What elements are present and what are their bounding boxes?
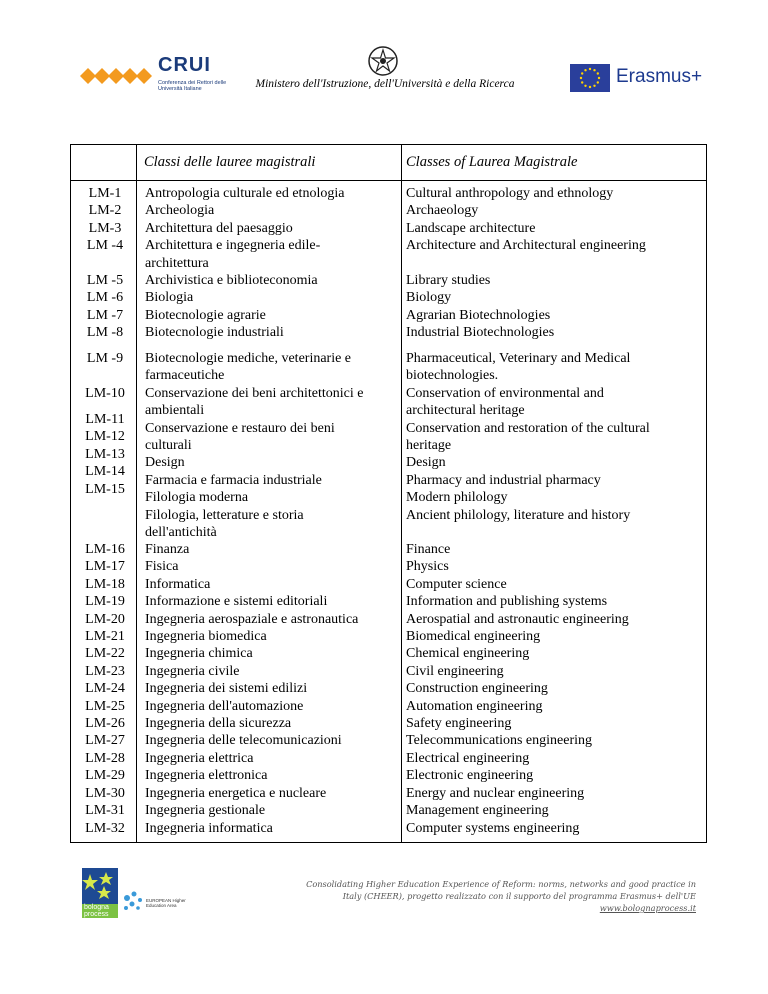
- it-cell: Biotecnologie mediche, veterinarie e: [145, 351, 352, 366]
- en-cell: Information and publishing systems: [406, 594, 608, 610]
- en-cell: Design: [406, 455, 446, 471]
- en-cell: Library studies: [406, 273, 491, 288]
- en-cell: Pharmacy and industrial pharmacy: [406, 472, 601, 488]
- footer-line-2: Italy (CHEER), progetto realizzato con il supporto del programma Erasmus+ dell'UE: [342, 891, 696, 901]
- group-1-it: [145, 185, 395, 272]
- it-cell: dell'antichità: [145, 525, 217, 541]
- crui-diamonds-icon: [80, 64, 152, 88]
- group-3-it: [145, 350, 395, 541]
- code-cell: LM-29: [85, 768, 125, 784]
- en-cell: Biology: [406, 290, 452, 306]
- it-cell: Informazione e sistemi editoriali: [145, 594, 328, 610]
- en-cell: Management engineering: [406, 803, 549, 819]
- code-cell: LM-25: [85, 698, 125, 714]
- ehea-logo-text: EUROPEAN Higher Education Area: [146, 898, 186, 908]
- it-cell: Filologia, letterature e storia: [145, 507, 304, 523]
- en-cell: Ancient philology, literature and history: [406, 507, 631, 523]
- group-3-en: [406, 350, 706, 524]
- it-cell: Ingegneria dei sistemi edilizi: [145, 681, 308, 697]
- en-cell: Safety engineering: [406, 716, 512, 732]
- it-cell: Archeologia: [145, 203, 215, 219]
- it-cell: Archivistica e biblioteconomia: [145, 273, 318, 288]
- it-cell: Conservazione e restauro dei beni: [145, 420, 335, 436]
- code-cell: LM-26: [85, 716, 125, 732]
- group-4-en: [406, 541, 706, 837]
- group-3-codes-a: [77, 350, 133, 402]
- group-4-codes: [77, 541, 133, 837]
- col-en-header: Classes of Laurea Magistrale: [406, 154, 578, 170]
- en-cell: architectural heritage: [406, 403, 525, 419]
- code-cell: LM-20: [85, 611, 125, 627]
- en-cell: Architecture and Architectural engineering: [406, 238, 646, 254]
- code-cell: LM-19: [85, 594, 125, 610]
- code-cell: LM -4: [86, 238, 124, 254]
- en-cell: Physics: [406, 559, 449, 575]
- it-cell: Architettura e ingegneria edile-: [145, 238, 321, 254]
- it-cell: Ingegneria dell'automazione: [145, 698, 304, 714]
- it-cell: Ingegneria elettronica: [145, 768, 268, 784]
- it-cell: Ingegneria gestionale: [145, 803, 266, 819]
- col-it-header: Classi delle lauree magistrali: [144, 154, 316, 170]
- en-cell: Agrarian Biotechnologies: [406, 307, 551, 323]
- code-cell: LM -9: [86, 351, 124, 366]
- it-cell: Biologia: [145, 290, 194, 306]
- code-cell: LM -5: [86, 273, 124, 288]
- footer-note: [266, 878, 696, 914]
- classes-table: [70, 144, 707, 843]
- it-cell: Farmacia e farmacia industriale: [145, 472, 322, 488]
- group-2-codes: [77, 272, 133, 342]
- it-cell: Ingegneria chimica: [145, 646, 253, 662]
- footer-link[interactable]: www.bolognaprocess.it: [599, 903, 696, 913]
- code-cell: LM-14: [85, 464, 125, 480]
- erasmus-logo: [570, 64, 703, 92]
- en-cell: Computer science: [406, 576, 507, 592]
- group-4-it: [145, 541, 395, 837]
- en-cell: Pharmaceutical, Veterinary and Medical: [406, 351, 631, 366]
- code-cell: LM-3: [88, 220, 122, 236]
- crui-logo: [80, 56, 230, 106]
- code-cell: LM-27: [85, 733, 125, 749]
- group-2-en: [406, 272, 706, 342]
- code-cell: LM-31: [85, 803, 125, 819]
- it-cell: architettura: [145, 255, 209, 271]
- en-cell: Telecommunications engineering: [406, 733, 593, 749]
- it-cell: Architettura del paesaggio: [145, 220, 293, 236]
- it-cell: Ingegneria delle telecomunicazioni: [145, 733, 342, 749]
- it-cell: Ingegneria elettrica: [145, 750, 254, 766]
- en-cell: Conservation of environmental and: [406, 385, 604, 401]
- en-cell: heritage: [406, 438, 452, 454]
- it-cell: Design: [145, 455, 185, 471]
- code-cell: LM-21: [85, 629, 125, 645]
- crui-subtitle: Conferenza dei Rettori delle Università Italiane: [158, 80, 227, 92]
- code-cell: LM-23: [85, 663, 125, 679]
- it-cell: Informatica: [145, 576, 211, 592]
- group-1-en: [406, 185, 706, 255]
- bologna-logo-text: bologna process: [84, 904, 109, 918]
- code-cell: LM-18: [85, 576, 125, 592]
- en-cell: Biomedical engineering: [406, 629, 541, 645]
- code-cell: LM-32: [85, 820, 125, 836]
- en-cell: Computer systems engineering: [406, 820, 580, 836]
- group-1-codes: [77, 185, 133, 255]
- code-cell: LM-15: [85, 481, 125, 497]
- code-cell: LM-12: [85, 429, 125, 445]
- en-cell: Conservation and restoration of the cultural: [406, 420, 650, 436]
- crui-title: CRUI: [158, 54, 211, 76]
- en-cell: Aerospatial and astronautic engineering: [406, 611, 629, 627]
- code-cell: LM-1: [88, 186, 122, 201]
- footer-line-1: Consolidating Higher Education Experience of Reform: norms, networks and good practice in: [306, 879, 696, 889]
- code-cell: LM-2: [88, 203, 122, 219]
- code-cell: LM-13: [85, 446, 125, 462]
- code-cell: LM-17: [85, 559, 125, 575]
- en-cell: Construction engineering: [406, 681, 548, 697]
- it-cell: Ingegneria biomedica: [145, 629, 267, 645]
- en-cell: Electronic engineering: [406, 768, 534, 784]
- en-cell: Archaeology: [406, 203, 479, 219]
- code-cell: LM-24: [85, 681, 125, 697]
- en-cell: Cultural anthropology and ethnology: [406, 186, 614, 201]
- it-cell: Ingegneria aerospaziale e astronautica: [145, 611, 359, 627]
- code-cell: LM-11: [85, 412, 125, 427]
- it-cell: ambientali: [145, 403, 205, 419]
- en-cell: Chemical engineering: [406, 646, 530, 662]
- it-cell: Biotecnologie industriali: [145, 325, 284, 341]
- en-cell: Industrial Biotechnologies: [406, 325, 555, 341]
- eu-flag-icon: [570, 64, 610, 92]
- it-cell: culturali: [145, 438, 192, 454]
- it-cell: Finanza: [145, 542, 190, 557]
- it-cell: Ingegneria civile: [145, 663, 240, 679]
- it-cell: Antropologia culturale ed etnologia: [145, 186, 345, 201]
- code-cell: LM -6: [86, 290, 124, 306]
- code-cell: LM-30: [85, 785, 125, 801]
- code-cell: LM-16: [85, 542, 125, 557]
- group-2-it: [145, 272, 395, 342]
- en-cell: Automation engineering: [406, 698, 543, 714]
- bologna-process-logo: [82, 868, 222, 918]
- en-cell: Energy and nuclear engineering: [406, 785, 585, 801]
- code-cell: [77, 367, 133, 384]
- en-cell: Electrical engineering: [406, 750, 530, 766]
- en-cell: Landscape architecture: [406, 220, 536, 236]
- it-cell: Ingegneria informatica: [145, 820, 273, 836]
- code-cell: LM -8: [86, 325, 124, 341]
- it-cell: Biotecnologie agrarie: [145, 307, 266, 323]
- group-3-codes-b: [77, 411, 133, 498]
- en-cell: Finance: [406, 542, 451, 557]
- it-cell: Ingegneria della sicurezza: [145, 716, 292, 732]
- en-cell: biotechnologies.: [406, 368, 499, 384]
- en-cell: Civil engineering: [406, 663, 504, 679]
- italian-republic-emblem-icon: [366, 44, 400, 78]
- it-cell: farmaceutiche: [145, 368, 225, 384]
- it-cell: Ingegneria energetica e nucleare: [145, 785, 327, 801]
- ministry-name: Ministero dell'Istruzione, dell'Università e della Ricerca: [255, 78, 515, 90]
- it-cell: Fisica: [145, 559, 179, 575]
- it-cell: Conservazione dei beni architettonici e: [145, 385, 364, 401]
- it-cell: Filologia moderna: [145, 490, 249, 506]
- en-cell: Modern philology: [406, 490, 508, 506]
- code-cell: LM-22: [85, 646, 125, 662]
- erasmus-wordmark: Erasmus+: [616, 66, 703, 87]
- code-cell: LM -7: [86, 307, 124, 323]
- code-cell: LM-10: [85, 385, 125, 401]
- code-cell: LM-28: [85, 750, 125, 766]
